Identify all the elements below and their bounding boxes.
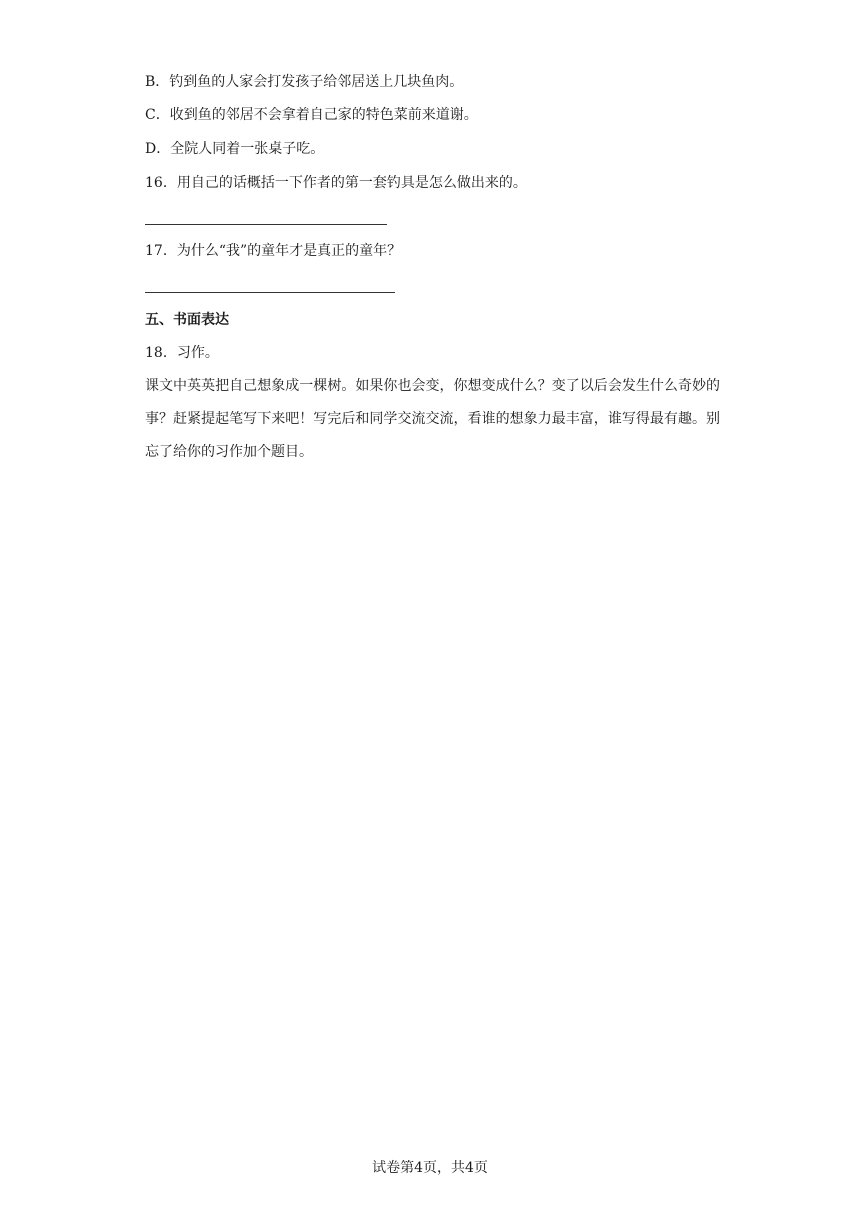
question-16-answer-line[interactable] [145,224,387,225]
page-footer: 试卷第4页，共4页 [372,1160,488,1176]
question-18-body: 课文中英英把自己想象成一棵树。如果你也会变，你想变成什么？变了以后会发生什么奇妙的事？赶紧提起笔写下来吧！写完后和同学交流交流，看谁的想象力最丰富，谁写得最有趣。别忘了给你的习作加个题目。 [145,378,720,460]
question-17-answer-line[interactable] [145,292,395,293]
option-d: D．全院人同着一张桌子吃。 [145,141,325,157]
option-b: B．钓到鱼的人家会打发孩子给邻居送上几块鱼肉。 [145,74,464,90]
option-c: C．收到鱼的邻居不会拿着自己家的特色菜前来道谢。 [145,107,478,123]
question-16-prompt: 16．用自己的话概括一下作者的第一套钓具是怎么做出来的。 [145,175,527,191]
section-5-heading: 五、书面表达 [145,312,229,328]
question-18-prompt: 18．习作。 [145,345,219,361]
question-17-prompt: 17．为什么“我”的童年才是真正的童年？ [145,243,402,259]
